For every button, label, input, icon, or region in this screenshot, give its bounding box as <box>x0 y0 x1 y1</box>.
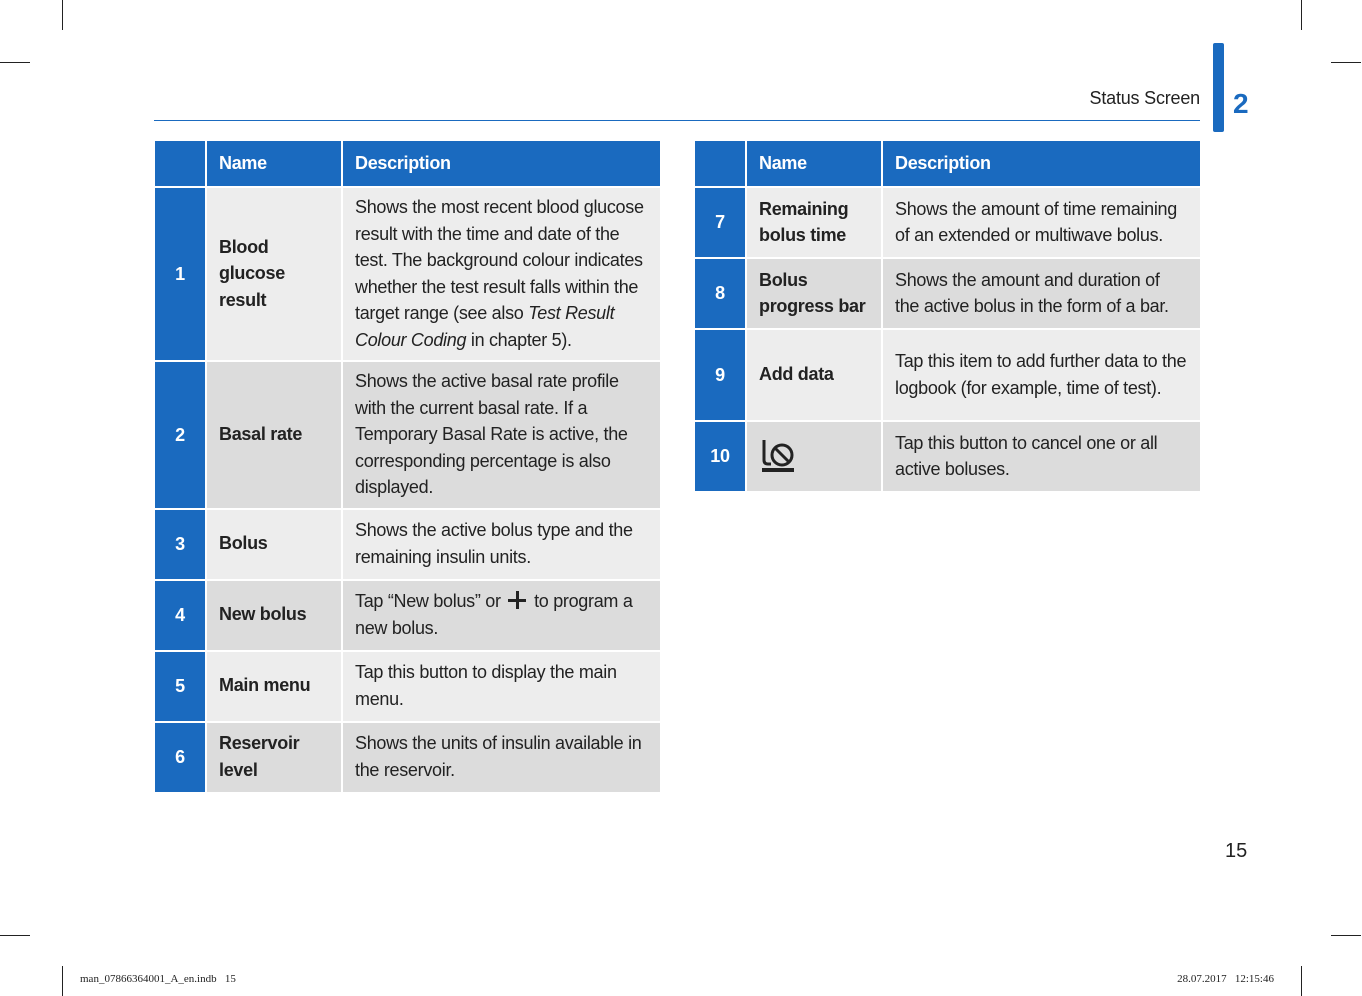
item-description: Shows the amount and duration of the active bolus in the form of a bar. <box>883 259 1200 330</box>
item-name: Add data <box>747 330 883 422</box>
table-header-row <box>155 141 660 188</box>
crop-mark <box>1301 0 1302 30</box>
item-description: Tap this button to display the main menu. <box>343 652 660 723</box>
header-name-cell: Name <box>207 141 343 188</box>
row-number: 10 <box>695 422 747 493</box>
row-number: 3 <box>155 510 207 581</box>
item-description: Shows the active basal rate profile with the current basal rate. If a Temporary Basal Rate is active, the corresponding percentage is also displayed. <box>343 362 660 510</box>
crop-mark <box>0 935 30 936</box>
plus-icon <box>508 591 526 609</box>
table-row <box>155 723 660 794</box>
row-number: 1 <box>155 188 207 362</box>
item-name <box>747 422 883 493</box>
row-number: 7 <box>695 188 747 259</box>
header-name-cell: Name <box>747 141 883 188</box>
item-name: Reservoir level <box>207 723 343 794</box>
item-description: Shows the active bolus type and the remaining insulin units. <box>343 510 660 581</box>
table-row <box>155 188 660 362</box>
description-text: Shows the most recent blood glucose result with the time and date of the test. The background colour indicates whether the test result falls within the target range (see also <box>355 197 644 323</box>
row-number: 5 <box>155 652 207 723</box>
item-description: Tap this button to cancel one or all active boluses. <box>883 422 1200 493</box>
header-description-cell: Description <box>883 141 1200 188</box>
crop-mark <box>1331 62 1361 63</box>
cross-reference: Test Result Colour Coding <box>355 303 615 350</box>
table-row <box>155 652 660 723</box>
table-row <box>695 188 1200 259</box>
header-rule <box>154 120 1200 121</box>
header-num-cell <box>695 141 747 188</box>
item-description: Tap this item to add further data to the logbook (for example, time of test). <box>883 330 1200 422</box>
row-number: 4 <box>155 581 207 652</box>
table-row <box>695 259 1200 330</box>
cancel-bolus-icon <box>759 438 797 474</box>
table-row <box>155 581 660 652</box>
row-number: 9 <box>695 330 747 422</box>
item-name: Blood glucose result <box>207 188 343 362</box>
item-description: Shows the amount of time remaining of an extended or multiwave bolus. <box>883 188 1200 259</box>
table-row <box>695 422 1200 493</box>
row-number: 6 <box>155 723 207 794</box>
item-description <box>343 188 660 362</box>
crop-mark <box>62 966 63 996</box>
crop-mark <box>0 62 30 63</box>
crop-mark <box>62 0 63 30</box>
item-name: New bolus <box>207 581 343 652</box>
row-number: 2 <box>155 362 207 510</box>
section-title: Status Screen <box>1089 88 1200 108</box>
file-slug: man_07866364001_A_en.indb 15 <box>80 973 236 985</box>
item-name: Bolus <box>207 510 343 581</box>
table-header-row <box>695 141 1200 188</box>
page-number: 15 <box>1225 840 1248 862</box>
table-row <box>155 510 660 581</box>
item-description <box>343 581 660 652</box>
status-items-table-left <box>155 141 660 794</box>
item-name: Remaining bolus time <box>747 188 883 259</box>
table-row <box>695 330 1200 422</box>
item-name: Bolus progress bar <box>747 259 883 330</box>
chapter-number: 2 <box>1233 88 1249 119</box>
print-timestamp: 28.07.2017 12:15:46 <box>1177 973 1274 985</box>
item-description: Shows the units of insulin available in the reservoir. <box>343 723 660 794</box>
header-description-cell: Description <box>343 141 660 188</box>
row-number: 8 <box>695 259 747 330</box>
crop-mark <box>1301 966 1302 996</box>
description-text: in chapter 5). <box>466 329 572 350</box>
table-row <box>155 362 660 510</box>
status-items-table-right <box>695 141 1200 493</box>
description-text: to program a new bolus. <box>355 591 633 638</box>
crop-mark <box>1331 935 1361 936</box>
chapter-tab-bar <box>1213 43 1224 132</box>
header-num-cell <box>155 141 207 188</box>
item-name: Main menu <box>207 652 343 723</box>
item-name: Basal rate <box>207 362 343 510</box>
description-text: Tap “New bolus” or <box>355 591 501 611</box>
